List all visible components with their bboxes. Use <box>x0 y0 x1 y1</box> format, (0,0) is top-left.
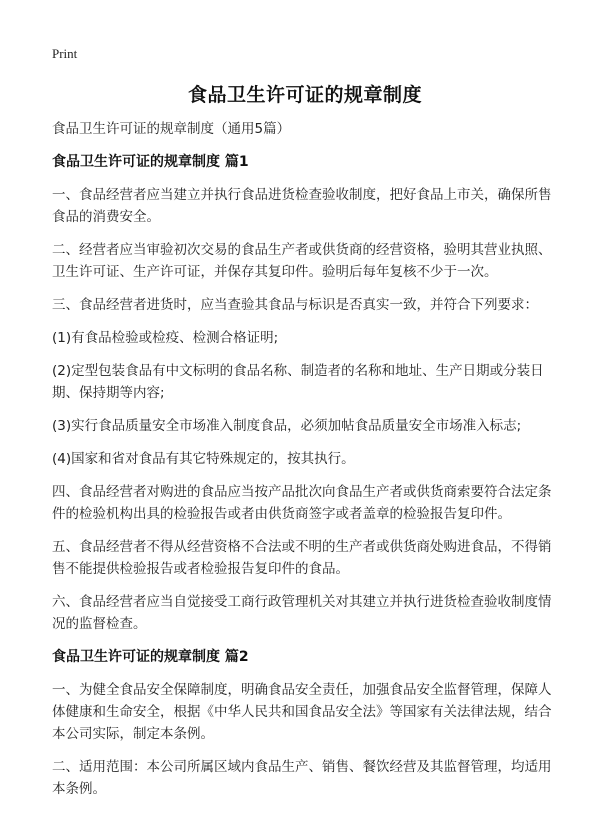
section-1 <box>52 151 558 635</box>
paragraph: 五、食品经营者不得从经营资格不合法或不明的生产者或供货商处购进食品，不得销售不能提供检验报告或者检验报告复印件的食品。 <box>52 539 552 577</box>
section-heading: 食品卫生许可证的规章制度 篇2 <box>52 649 249 665</box>
paragraph: 三、食品经营者进货时，应当查验其食品与标识是否真实一致，并符合下列要求： <box>52 297 538 313</box>
paragraph: 一、食品经营者应当建立并执行食品进货检查验收制度，把好食品上市关，确保所售食品的消费安全。 <box>52 187 552 225</box>
paragraph: 二、经营者应当审验初次交易的食品生产者或供货商的经营资格，验明其营业执照、卫生许可证、生产许可证，并保存其复印件。验明后每年复核不少于一次。 <box>52 242 552 280</box>
paragraph: (3)实行食品质量安全市场准入制度食品，必须加帖食品质量安全市场准入标志; <box>52 418 522 434</box>
paragraph: 四、食品经营者对购进的食品应当按产品批次向食品生产者或供货商索要符合法定条件的检验机构出具的检验报告或者由供货商签字或者盖章的检验报告复印件。 <box>52 484 552 522</box>
paragraph: (2)定型包装食品有中文标明的食品名称、制造者的名称和地址、生产日期或分装日期、保持期等内容; <box>52 363 544 401</box>
paragraph: (1)有食品检验或检疫、检测合格证明; <box>52 330 279 346</box>
print-link[interactable]: Print <box>52 46 78 61</box>
paragraph: 六、食品经营者应当自觉接受工商行政管理机关对其建立并执行进货检查验收制度情况的监督检查。 <box>52 594 552 632</box>
section-heading: 食品卫生许可证的规章制度 篇1 <box>52 154 249 170</box>
document-subtitle: 食品卫生许可证的规章制度（通用5篇） <box>52 121 291 137</box>
document-body <box>52 118 558 811</box>
paragraph: 一、为健全食品安全保障制度，明确食品安全责任，加强食品安全监督管理，保障人体健康和生命安全，根据《中华人民共和国食品安全法》等国家有关法律法规，结合本公司实际，制定本条例。 <box>52 682 552 742</box>
section-2 <box>52 646 558 800</box>
document-title: 食品卫生许可证的规章制度 <box>187 84 422 106</box>
paragraph: 二、适用范围：本公司所属区域内食品生产、销售、餐饮经营及其监督管理，均适用本条例。 <box>52 759 552 797</box>
paragraph: (4)国家和省对食品有其它特殊规定的，按其执行。 <box>52 451 355 467</box>
